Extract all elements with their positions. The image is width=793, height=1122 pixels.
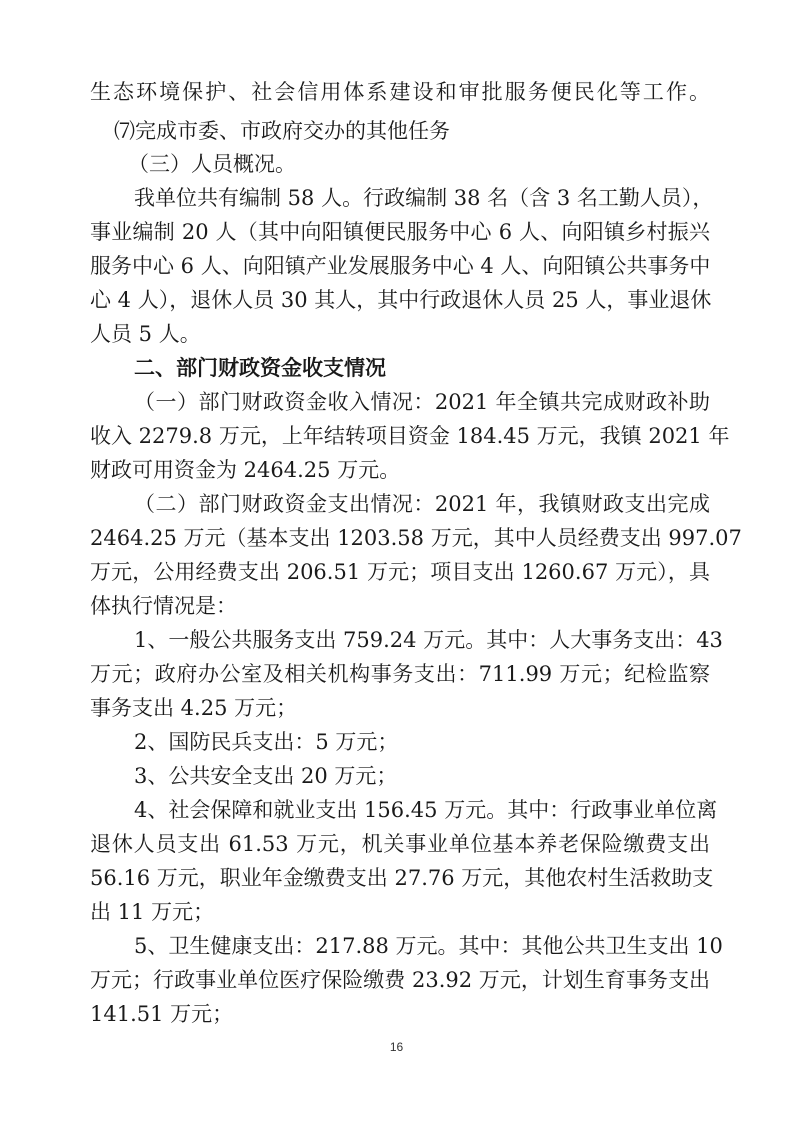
text-line: 2、国防民兵支出：5 万元；	[134, 730, 399, 754]
text-line: （一）部门财政资金收入情况：2021 年全镇共完成财政补助	[134, 390, 710, 414]
text-line: 体执行情况是：	[90, 594, 237, 618]
text-line: 事业编制 20 人（其中向阳镇便民服务中心 6 人、向阳镇乡村振兴	[90, 220, 710, 244]
text-line: 生态环境保护、社会信用体系建设和审批服务便民化等工作。	[90, 80, 710, 104]
text-line: 心 4 人），退休人员 30 其人，其中行政退休人员 25 人，事业退休	[90, 288, 712, 312]
text-line: 我单位共有编制 58 人。行政编制 38 名（含 3 名工勤人员），	[134, 186, 714, 210]
text-line: 财政可用资金为 2464.25 万元。	[90, 458, 401, 482]
text-line: （二）部门财政资金支出情况：2021 年，我镇财政支出完成	[134, 492, 710, 516]
text-line: 56.16 万元，职业年金缴费支出 27.76 万元，其他农村生活救助支	[90, 866, 714, 890]
text-line: 服务中心 6 人、向阳镇产业发展服务中心 4 人、向阳镇公共事务中	[90, 254, 711, 278]
text-line: 141.51 万元；	[90, 1002, 234, 1026]
text-line: 退休人员支出 61.53 万元，机关事业单位基本养老保险缴费支出	[90, 832, 710, 856]
text-line: 出 11 万元；	[90, 900, 215, 924]
text-line: 3、公共安全支出 20 万元；	[134, 764, 398, 788]
text-line: 5、卫生健康支出：217.88 万元。其中：其他公共卫生支出 10	[134, 934, 723, 958]
text-line: （三）人员概况。	[128, 152, 296, 176]
text-line: 2464.25 万元（基本支出 1203.58 万元，其中人员经费支出 997.07	[90, 526, 742, 550]
text-line: ⑺完成市委、市政府交办的其他任务	[114, 119, 450, 143]
text-line: 4、社会保障和就业支出 156.45 万元。其中：行政事业单位离	[134, 798, 718, 822]
text-line: 万元；行政事业单位医疗保险缴费 23.92 万元，计划生育事务支出	[90, 968, 710, 992]
page-number: 16	[389, 1040, 404, 1054]
text-line: 1、一般公共服务支出 759.24 万元。其中：人大事务支出：43	[134, 628, 723, 652]
text-line: 人员 5 人。	[90, 322, 201, 346]
section-heading: 二、部门财政资金收支情况	[134, 356, 386, 380]
text-line: 收入 2279.8 万元，上年结转项目资金 184.45 万元，我镇 2021 年	[90, 424, 730, 448]
text-line: 万元；政府办公室及相关机构事务支出：711.99 万元；纪检监察	[90, 662, 710, 686]
text-line: 万元，公用经费支出 206.51 万元；项目支出 1260.67 万元），具	[90, 560, 710, 584]
text-line: 事务支出 4.25 万元；	[90, 696, 298, 720]
